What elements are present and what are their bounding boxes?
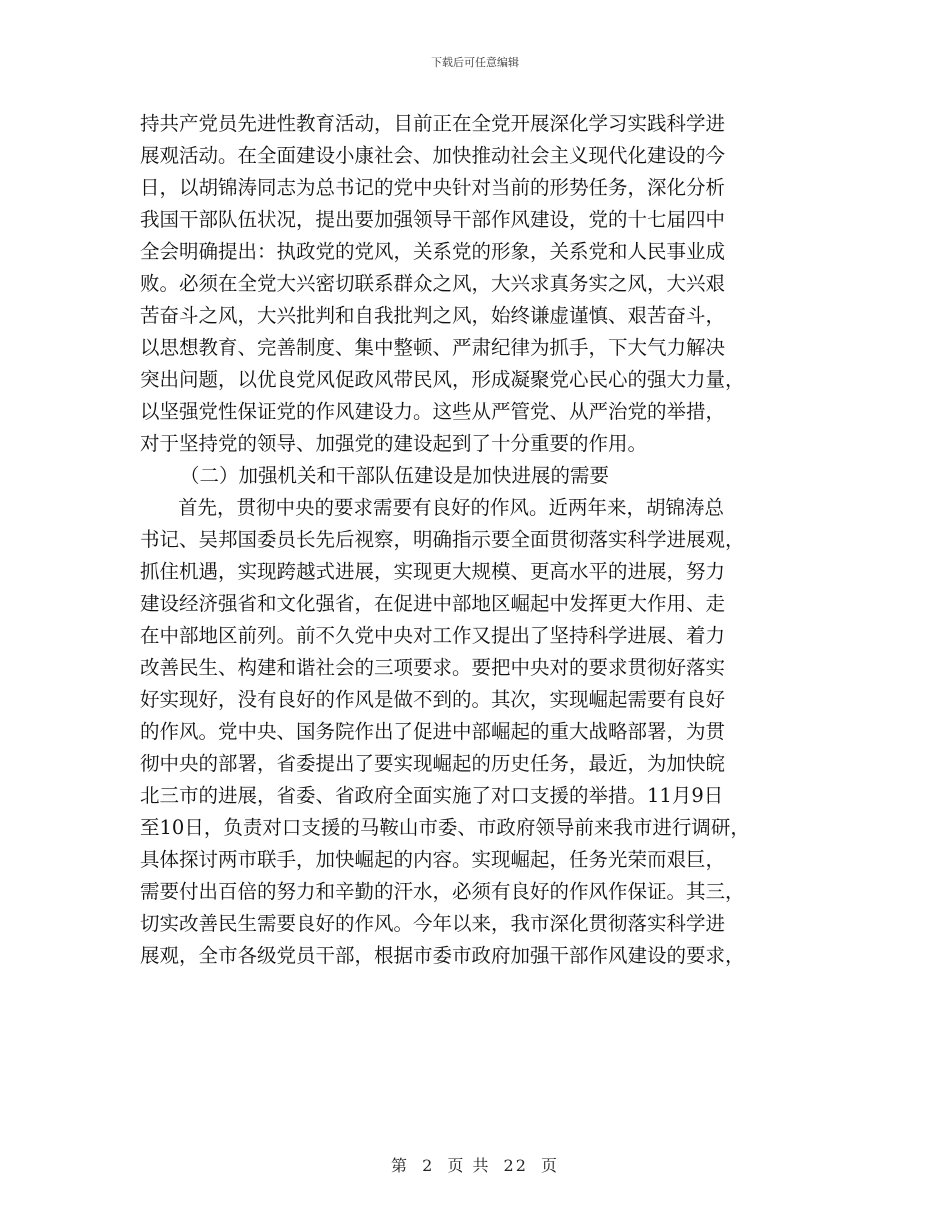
text-line: 以思想教育、完善制度、集中整顿、严肃纪律为抓手，下大气力解决 xyxy=(140,336,726,359)
text-line: 以坚强党性保证党的作风建设力。这些从严管党、从严治党的举措， xyxy=(140,400,726,423)
text-line: 败。必须在全党大兴密切联系群众之风，大兴求真务实之风，大兴艰 xyxy=(140,272,726,295)
footer-suffix: 页 xyxy=(541,1156,560,1175)
text-line: 对于坚持党的领导、加强党的建设起到了十分重要的作用。 xyxy=(140,432,648,455)
page-total: 22 xyxy=(503,1156,528,1175)
page-footer xyxy=(0,1153,950,1176)
text-line: 建设经济强省和文化强省，在促进中部地区崛起中发挥更大作用、走 xyxy=(140,592,726,615)
page-header: 下载后可任意编辑 xyxy=(431,56,519,69)
text-line: 苦奋斗之风，大兴批判和自我批判之风，始终谦虚谨慎、艰苦奋斗， xyxy=(140,304,726,327)
text-line: 我国干部队伍状况，提出要加强领导干部作风建设，党的十七届四中 xyxy=(140,208,726,231)
text-line: 全会明确提出：执政党的党风，关系党的形象，关系党和人民事业成 xyxy=(140,240,726,263)
text-line: 抓住机遇，实现跨越式进展，实现更大规模、更高水平的进展，努力 xyxy=(140,560,726,583)
text-line: 突出问题，以优良党风促政风带民风，形成凝聚党心民心的强大力量， xyxy=(140,368,745,391)
document-body xyxy=(140,108,812,972)
text-line: 彻中央的部署，省委提出了要实现崛起的历史任务，最近，为加快皖 xyxy=(140,752,726,775)
paragraph-first-line: 首先，贯彻中央的要求需要有良好的作风。近两年来，胡锦涛总 xyxy=(178,496,725,519)
text-line: 日，以胡锦涛同志为总书记的党中央针对当前的形势任务，深化分析 xyxy=(140,176,726,199)
text-line: 北三市的进展，省委、省政府全面实施了对口支援的举措。11月9日 xyxy=(140,784,724,807)
text-line: 需要付出百倍的努力和辛勤的汗水，必须有良好的作风作保证。其三， xyxy=(140,880,745,903)
text-line: 持共产党员先进性教育活动，目前正在全党开展深化学习实践科学进 xyxy=(140,112,726,135)
footer-prefix: 第 xyxy=(390,1156,409,1175)
text-line: 切实改善民生需要良好的作风。今年以来，我市深化贯彻落实科学进 xyxy=(140,912,726,935)
page-number: 2 xyxy=(422,1156,435,1175)
text-line: 具体探讨两市联手，加快崛起的内容。实现崛起，任务光荣而艰巨， xyxy=(140,848,726,871)
text-line: 改善民生、构建和谐社会的三项要求。要把中央对的要求贯彻好落实 xyxy=(140,656,726,679)
text-line: 在中部地区前列。前不久党中央对工作又提出了坚持科学进展、着力 xyxy=(140,624,726,647)
footer-middle: 页 共 xyxy=(447,1156,491,1175)
text-line: 展观，全市各级党员干部，根据市委市政府加强干部作风建设的要求， xyxy=(140,944,745,967)
text-line: 好实现好，没有良好的作风是做不到的。其次，实现崛起需要有良好 xyxy=(140,688,726,711)
text-line: 的作风。党中央、国务院作出了促进中部崛起的重大战略部署，为贯 xyxy=(140,720,726,743)
section-heading: （二）加强机关和干部队伍建设是加快进展的需要 xyxy=(180,464,610,487)
text-line: 展观活动。在全面建设小康社会、加快推动社会主义现代化建设的今 xyxy=(140,144,726,167)
text-line: 书记、吴邦国委员长先后视察，明确指示要全面贯彻落实科学进展观， xyxy=(140,528,745,551)
text-line: 至10日，负责对口支援的马鞍山市委、市政府领导前来我市进行调研， xyxy=(140,816,750,839)
